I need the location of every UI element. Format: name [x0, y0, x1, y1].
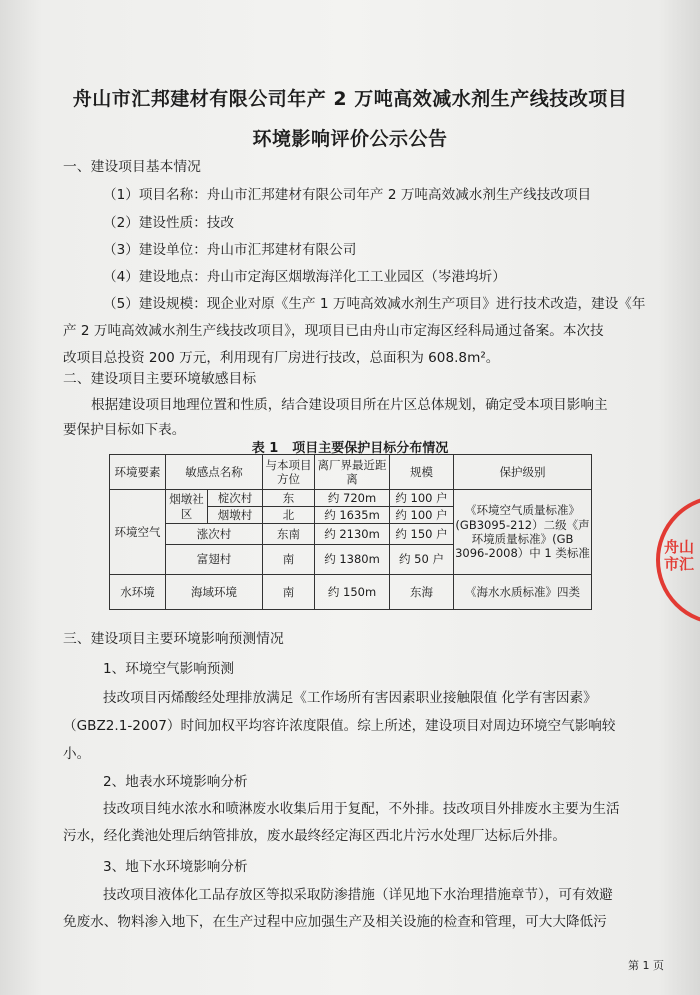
- cell-name: 富翅村: [166, 545, 263, 575]
- cell-direction: 东: [263, 490, 315, 507]
- cell-scale: 约 100 户: [390, 507, 454, 524]
- cell-direction: 南: [263, 575, 315, 610]
- item-nature: （2）建设性质：技改: [103, 215, 234, 231]
- cell-level-air: 《环境空气质量标准》(GB3095-212）二级《声环境质量标准》(GB 3096-2008）中 1 类标准: [454, 490, 592, 575]
- table-caption-number: 表 1: [251, 441, 279, 456]
- page-number: 第 1 页: [628, 959, 664, 972]
- paragraph-line: 小。: [63, 746, 91, 762]
- paragraph-line: 免废水、物料渗入地下，在生产过程中应加强生产及相关设施的检查和管理，可大大降低污: [63, 914, 607, 930]
- paragraph-line: 技改项目纯水浓水和喷淋废水收集后用于复配，不外排。技改项目外排废水主要为生活: [103, 801, 620, 817]
- red-seal-stamp: [656, 495, 700, 625]
- cell-direction: 北: [263, 507, 315, 524]
- header-distance: 离厂界最近距离: [315, 455, 390, 490]
- cell-scale: 东海: [390, 575, 454, 610]
- header-element: 环境要素: [110, 455, 166, 490]
- paragraph-line: 要保护目标如下表。: [63, 422, 186, 438]
- header-direction: 与本项目方位: [263, 455, 315, 490]
- item-location: （4）建设地点：舟山市定海区烟墩海洋化工工业园区（岑港坞圻）: [103, 269, 506, 285]
- cell-direction: 南: [263, 545, 315, 575]
- cell-name: 海域环境: [166, 575, 263, 610]
- item-project-name: （1）项目名称：舟山市汇邦建材有限公司年产 2 万吨高效减水剂生产线技改项目: [103, 187, 592, 203]
- cell-level-water: 《海水水质标准》四类: [454, 575, 592, 610]
- cell-scale: 约 150 户: [390, 524, 454, 545]
- section-1-heading: 一、建设项目基本情况: [63, 159, 201, 175]
- cell-scale: 约 100 户: [390, 490, 454, 507]
- header-level: 保护级别: [454, 455, 592, 490]
- cell-community: 烟墩社区: [166, 490, 208, 524]
- paragraph-line: 污水，经化粪池处理后纳管排放，废水最终经定海区西北片污水处理厂达标后外排。: [63, 828, 566, 844]
- subsection-heading: 1、环境空气影响预测: [103, 661, 234, 677]
- cell-distance: 约 150m: [315, 575, 390, 610]
- section-3-heading: 三、建设项目主要环境影响预测情况: [63, 631, 284, 647]
- paragraph-line: 技改项目液体化工品存放区等拟采取防渗措施（详见地下水治理措施章节），可有效避: [103, 887, 613, 903]
- cell-distance: 约 720m: [315, 490, 390, 507]
- table-row: [110, 490, 592, 507]
- cell-distance: 约 1380m: [315, 545, 390, 575]
- cell-name: 涨次村: [166, 524, 263, 545]
- table-row: [110, 575, 592, 610]
- cell-name: 烟墩村: [208, 507, 263, 524]
- cell-element-air: 环境空气: [110, 490, 166, 575]
- cell-name: 椗次村: [208, 490, 263, 507]
- document-title: 舟山市汇邦建材有限公司年产 2 万吨高效减水剂生产线技改项目: [72, 88, 628, 110]
- item-unit: （3）建设单位：舟山市汇邦建材有限公司: [103, 242, 357, 258]
- seal-text: 舟山市汇: [664, 538, 695, 573]
- cell-element-water: 水环境: [110, 575, 166, 610]
- table-caption-text: 项目主要保护目标分布情况: [292, 441, 449, 456]
- item-scale-line: （5）建设规模：现企业对原《生产 1 万吨高效减水剂生产项目》进行技术改造，建设《年: [103, 296, 646, 312]
- subsection-heading: 2、地表水环境影响分析: [103, 774, 248, 790]
- header-scale: 规模: [390, 455, 454, 490]
- cell-scale: 约 50 户: [390, 545, 454, 575]
- subsection-heading: 3、地下水环境影响分析: [103, 859, 248, 875]
- protection-target-table: [109, 454, 592, 610]
- cell-direction: 东南: [263, 524, 315, 545]
- table-header-row: [110, 455, 592, 490]
- paragraph-line: 根据建设项目地理位置和性质，结合建设项目所在片区总体规划，确定受本项目影响主: [91, 397, 608, 413]
- cell-distance: 约 1635m: [315, 507, 390, 524]
- cell-distance: 约 2130m: [315, 524, 390, 545]
- item-scale-line: 产 2 万吨高效减水剂生产线技改项目》，现项目已由舟山市定海区经科局通过备案。本次技: [63, 323, 604, 339]
- paragraph-line: （GBZ2.1-2007）时间加权平均容许浓度限值。综上所述，建设项目对周边环境空气影响较: [63, 718, 616, 734]
- item-scale-line: 改项目总投资 200 万元，利用现有厂房进行技改，总面积为 608.8m²。: [63, 350, 500, 366]
- document-subtitle: 环境影响评价公示公告: [252, 128, 448, 150]
- header-target: 敏感点名称: [166, 455, 263, 490]
- section-2-heading: 二、建设项目主要环境敏感目标: [63, 371, 257, 387]
- paragraph-line: 技改项目丙烯酸经处理排放满足《工作场所有害因素职业接触限值 化学有害因素》: [103, 690, 597, 706]
